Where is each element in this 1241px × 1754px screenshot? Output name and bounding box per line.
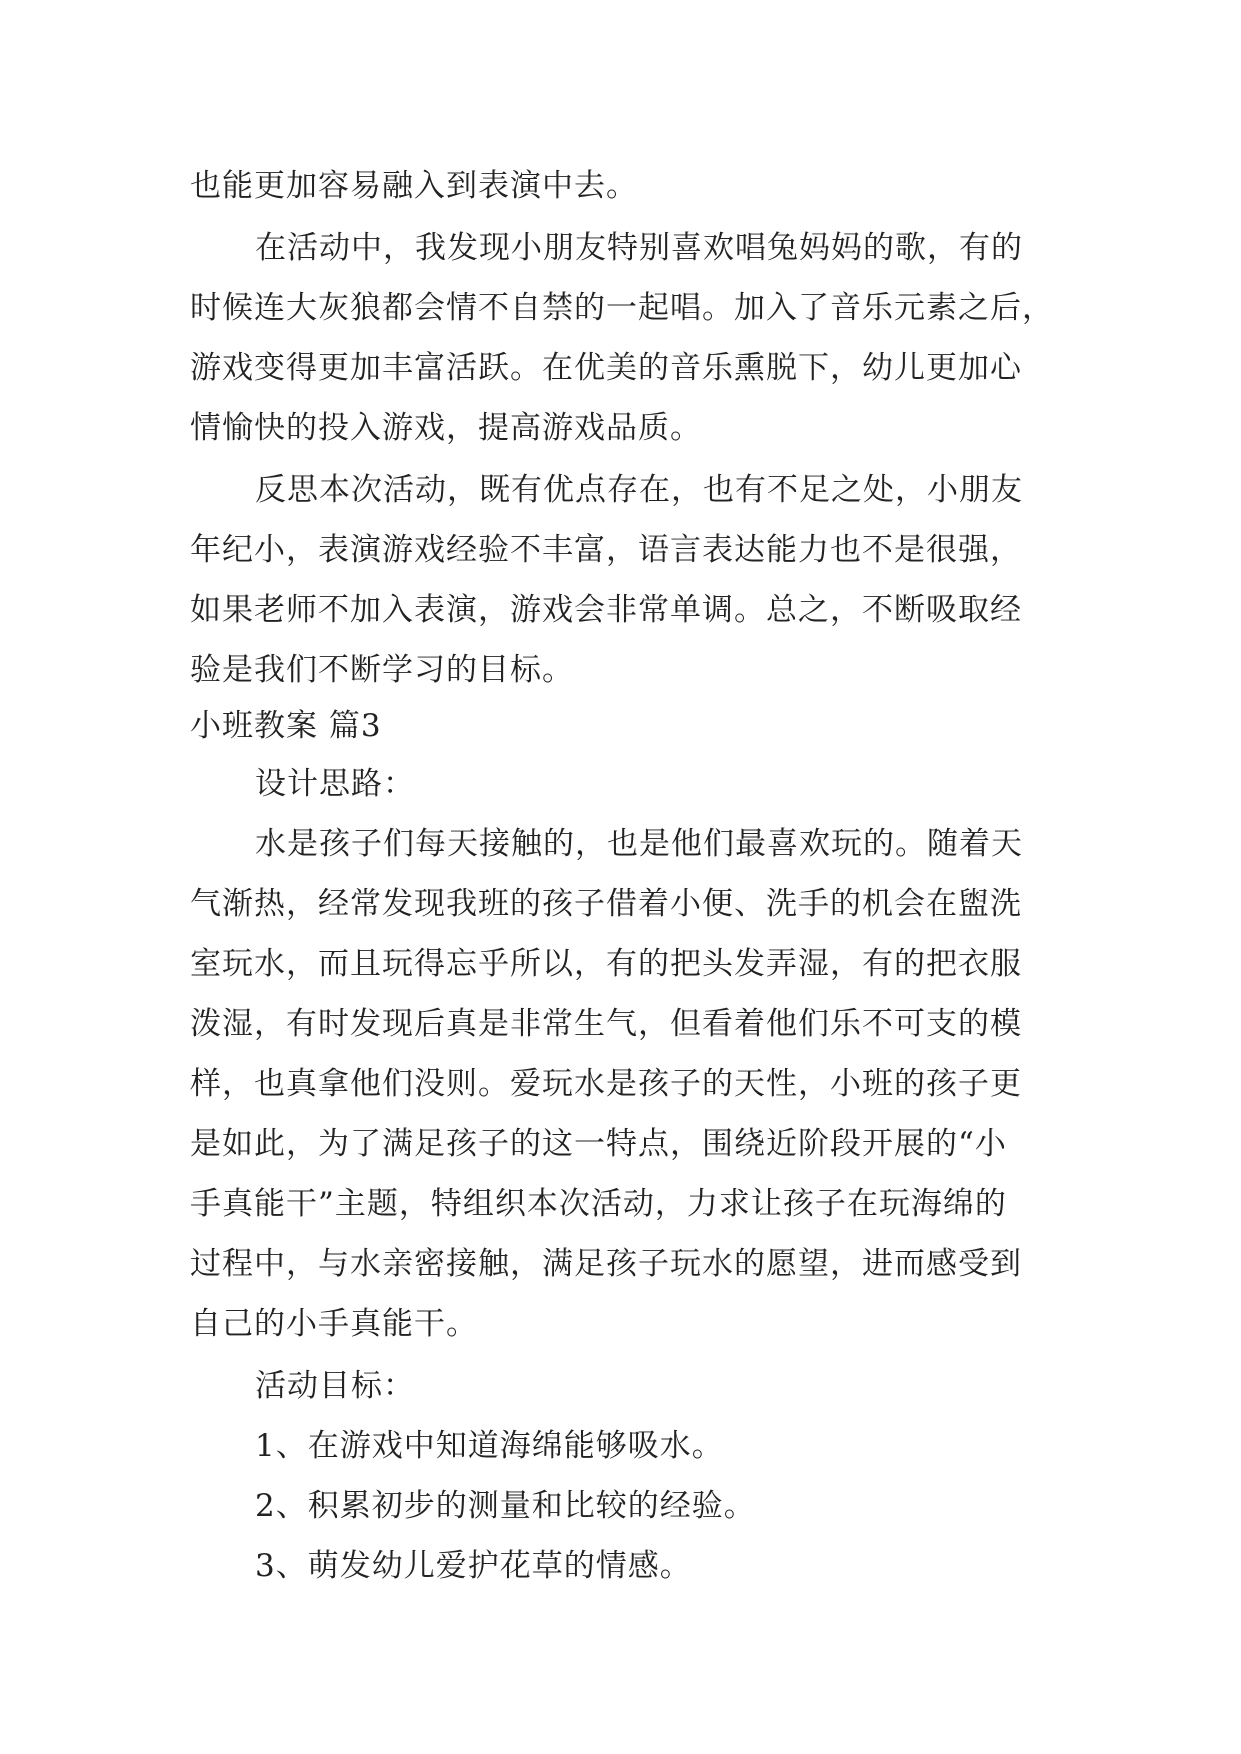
paragraph-line: 反思本次活动，既有优点存在，也有不足之处，小朋友 — [255, 472, 1023, 508]
paragraph-line: 水是孩子们每天接触的，也是他们最喜欢玩的。随着天 — [255, 826, 1023, 862]
paragraph-line: 自己的小手真能干。 — [190, 1306, 478, 1342]
paragraph-line: 过程中，与水亲密接触，满足孩子玩水的愿望，进而感受到 — [190, 1246, 1022, 1282]
section-heading: 小班教案 篇3 — [190, 708, 382, 744]
paragraph-line: 时候连大灰狼都会情不自禁的一起唱。加入了音乐元素之后， — [190, 290, 1054, 326]
paragraph-line: 手真能干”主题，特组织本次活动，力求让孩子在玩海绵的 — [190, 1186, 1007, 1222]
list-item: 3、萌发幼儿爱护花草的情感。 — [255, 1548, 692, 1584]
paragraph-line: 如果老师不加入表演，游戏会非常单调。总之，不断吸取经 — [190, 592, 1022, 628]
paragraph-line: 年纪小，表演游戏经验不丰富，语言表达能力也不是很强， — [190, 532, 1022, 568]
subheading: 设计思路： — [255, 766, 415, 802]
paragraph-line: 游戏变得更加丰富活跃。在优美的音乐熏脱下，幼儿更加心 — [190, 350, 1022, 386]
paragraph-line: 也能更加容易融入到表演中去。 — [190, 168, 638, 204]
paragraph-line: 是如此，为了满足孩子的这一特点，围绕近阶段开展的“小 — [190, 1126, 1007, 1162]
subheading: 活动目标： — [255, 1368, 415, 1404]
list-item: 1、在游戏中知道海绵能够吸水。 — [255, 1428, 724, 1464]
paragraph-line: 情愉快的投入游戏，提高游戏品质。 — [190, 410, 702, 446]
paragraph-line: 气渐热，经常发现我班的孩子借着小便、洗手的机会在盥洗 — [190, 886, 1022, 922]
paragraph-line: 泼湿，有时发现后真是非常生气，但看着他们乐不可支的模 — [190, 1006, 1022, 1042]
paragraph-line: 室玩水，而且玩得忘乎所以，有的把头发弄湿，有的把衣服 — [190, 946, 1022, 982]
paragraph-line: 在活动中，我发现小朋友特别喜欢唱兔妈妈的歌，有的 — [255, 230, 1023, 266]
paragraph-line: 验是我们不断学习的目标。 — [190, 652, 574, 688]
paragraph-line: 样，也真拿他们没则。爱玩水是孩子的天性，小班的孩子更 — [190, 1066, 1022, 1102]
list-item: 2、积累初步的测量和比较的经验。 — [255, 1488, 756, 1524]
